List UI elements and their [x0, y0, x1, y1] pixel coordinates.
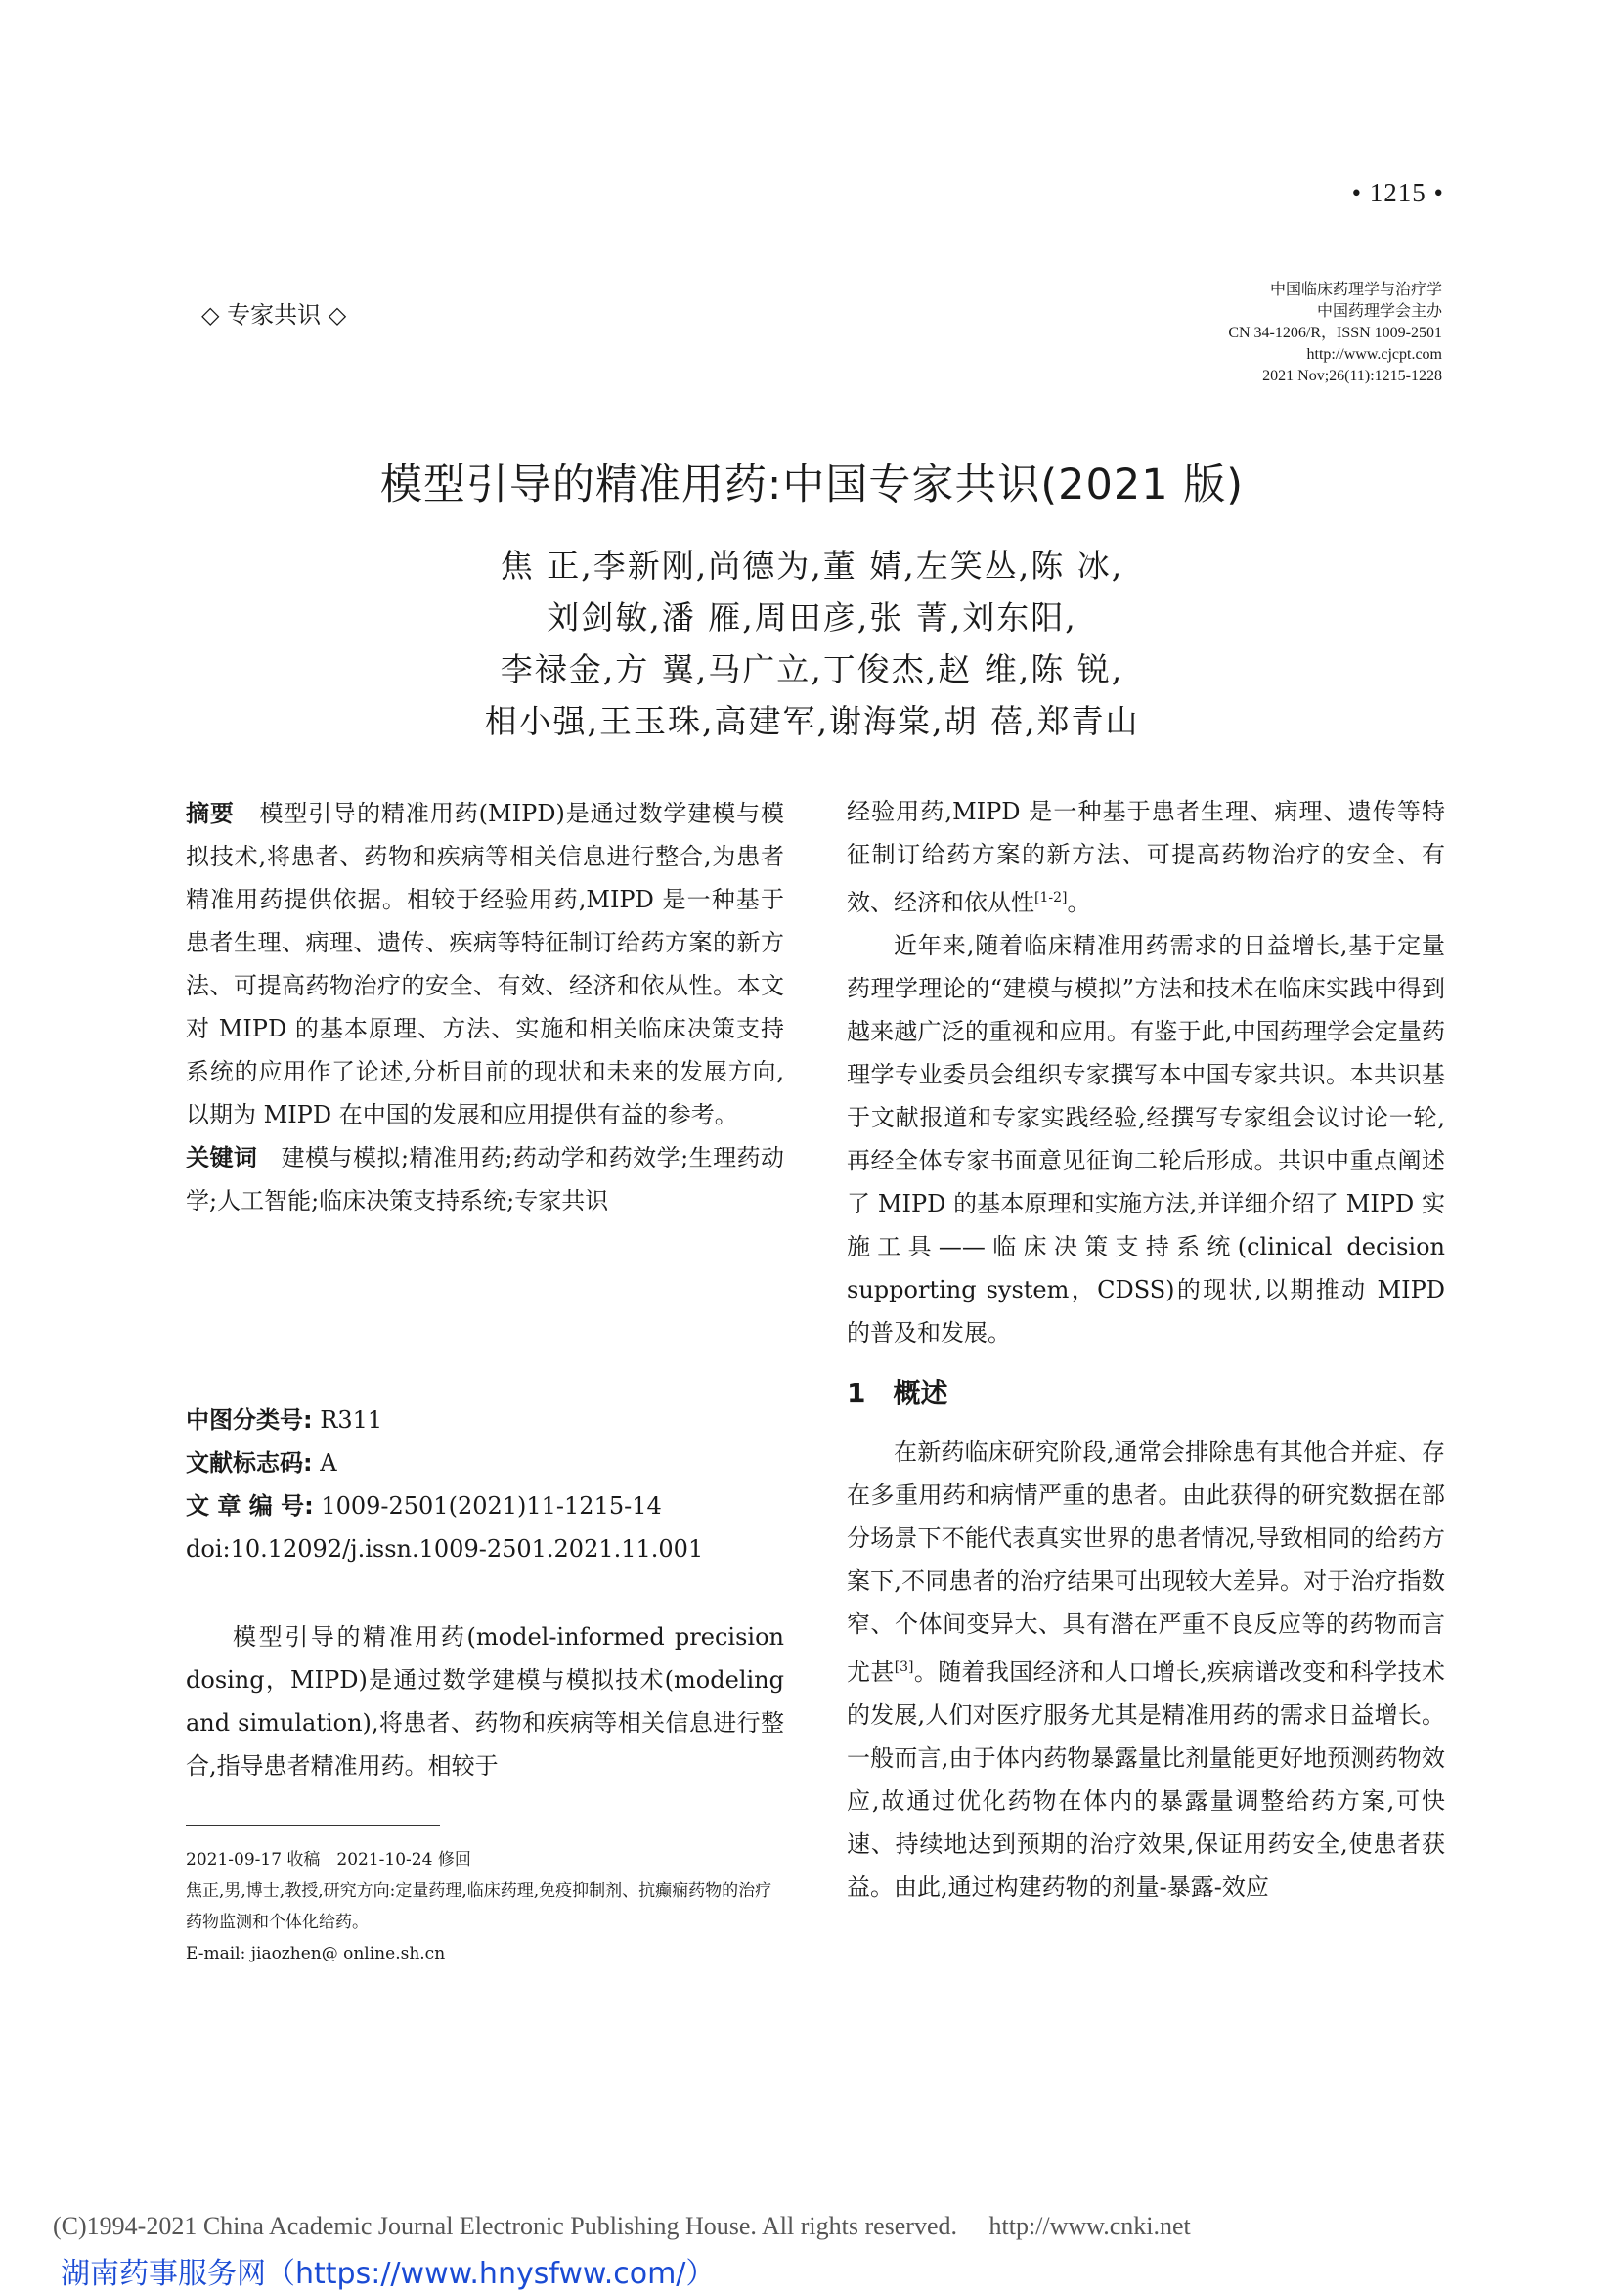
citation[interactable]: [3]	[894, 1659, 914, 1675]
journal-url: http://www.cjcpt.com	[1306, 346, 1442, 363]
paragraph-text: 。随着我国经济和人口增长,疾病谱改变和科学技术的发展,人们对医疗服务尤其是精准用药的需求日益增长。一般而言,由于体内药物暴露量比剂量能更好地预测药物效应,故通过优化药物在体内的暴露量调整给药方案,可快速、持续地达到预期的治疗效果,保证用药安全,使患者获益。由此,通过构建药物的剂量-暴露-效应	[847, 1658, 1445, 1901]
clc-value: R311	[320, 1406, 383, 1433]
journal-info	[1228, 280, 1442, 387]
intro-paragraph-left	[186, 1615, 784, 1787]
paragraph-text: 在新药临床研究阶段,通常会排除患有其他合并症、存在多重用药和病情严重的患者。由此获得的研究数据在部分场景下不能代表真实世界的患者情况,导致相同的给药方案下,不同患者的治疗结果可出现较大差异。对于治疗指数窄、个体间变异大、具有潜在严重不良反应等的药物而言尤甚	[847, 1438, 1445, 1686]
footnote-divider	[186, 1825, 440, 1826]
footnotes	[186, 1844, 784, 1969]
paragraph-text: 经验用药,MIPD 是一种基于患者生理、病理、遗传等特征制订给药方案的新方法、可提高药物治疗的安全、有效、经济和依从性	[847, 798, 1445, 916]
right-column	[847, 790, 1445, 1909]
journal-name: 中国临床药理学与治疗学	[1269, 282, 1442, 298]
paragraph	[847, 1431, 1445, 1909]
author-email: E-mail: jiaozhen@ online.sh.cn	[186, 1944, 446, 1963]
journal-sponsor: 中国药理学会主办	[1316, 303, 1442, 320]
paragraph: 近年来,随着临床精准用药需求的日益增长,基于定量药理学理论的“建模与模拟”方法和技术在临床实践中得到越来越广泛的重视和应用。有鉴于此,中国药理学会定量药理学专业委员会组织专家撰写本中国专家共识。本共识基于文献报道和专家实践经验,经撰写专家组会议讨论一轮,再经全体专家书面意见征询二轮后形成。共识中重点阐述了 MIPD 的基本原理和实施方法,并详细介绍了 MIPD 实施工具——临床决策支持系统(clinical decision supporting system，CDSS)的现状,以期推动 MIPD 的普及和发展。	[847, 932, 1445, 1346]
author-line: 李禄金,方 翼,马广立,丁俊杰,赵 维,陈 锐,	[500, 650, 1124, 688]
intro-text: 模型引导的精准用药(model-informed precision dosing，MIPD)是通过数学建模与模拟技术(modeling and simulation),将患者、药物和疾病等相关信息进行整合,指导患者精准用药。相较于	[186, 1623, 784, 1780]
keywords-text: 建模与模拟;精准用药;药动学和药效学;生理药动学;人工智能;临床决策支持系统;专家共识	[186, 1144, 785, 1214]
doc-code-value: A	[320, 1449, 337, 1477]
page-number: • 1215 •	[1351, 178, 1444, 207]
abstract-block	[186, 792, 784, 1222]
citation[interactable]: [1-2]	[1034, 890, 1068, 905]
journal-issn: CN 34-1206/R，ISSN 1009-2501	[1228, 325, 1442, 341]
author-line: 刘剑敏,潘 雁,周田彦,张 菁,刘东阳,	[547, 598, 1077, 637]
journal-issue: 2021 Nov;26(11):1215-1228	[1262, 368, 1442, 384]
article-title: 模型引导的精准用药:中国专家共识(2021 版)	[379, 461, 1245, 509]
doc-code-label: 文献标志码:	[186, 1449, 313, 1477]
received-dates: 2021-09-17 收稿 2021-10-24 修回	[186, 1850, 471, 1870]
section-heading: 1 概述	[847, 1377, 948, 1409]
keywords	[186, 1136, 784, 1222]
copyright-notice: (C)1994-2021 China Academic Journal Electronic Publishing House. All rights reserved. http://www.cnki.net	[53, 2212, 1191, 2240]
article-no-value: 1009-2501(2021)11-1215-14	[321, 1492, 662, 1520]
author-bio: 焦正,男,博士,教授,研究方向:定量药理,临床药理,免疫抑制剂、抗癫痫药物的治疗药物监测和个体化给药。	[186, 1881, 772, 1932]
doi: doi:10.12092/j.issn.1009-2501.2021.11.001	[186, 1535, 704, 1563]
paragraph	[847, 790, 1445, 924]
abstract-text: 模型引导的精准用药(MIPD)是通过数学建模与模拟技术,将患者、药物和疾病等相关信息进行整合,为患者精准用药提供依据。相较于经验用药,MIPD 是一种基于患者生理、病理、遗传、疾病等特征制订给药方案的新方法、可提高药物治疗的安全、有效、经济和依从性。本文对 MIPD 的基本原理、方法、实施和相关临床决策支持系统的应用作了论述,分析目前的现状和未来的发展方向,以期为 MIPD 在中国的发展和应用提供有益的参考。	[186, 800, 785, 1128]
keywords-label: 关键词	[186, 1144, 258, 1171]
article-no-label: 文 章 编 号:	[186, 1492, 314, 1520]
abstract	[186, 792, 784, 1136]
clc-label: 中图分类号:	[186, 1406, 313, 1433]
author-line: 相小强,王玉珠,高建军,谢海棠,胡 蓓,郑青山	[484, 702, 1140, 740]
abstract-label: 摘要	[186, 800, 235, 827]
article-meta	[186, 1398, 784, 1570]
author-line: 焦 正,李新刚,尚德为,董 婧,左笑丛,陈 冰,	[500, 547, 1124, 585]
paragraph-end: 。	[1067, 889, 1091, 916]
section-tag: ◇ 专家共识 ◇	[201, 301, 347, 329]
author-list	[0, 540, 1624, 747]
watermark-link[interactable]: 湖南药事服务网（https://www.hnysfww.com/）	[61, 2257, 716, 2291]
